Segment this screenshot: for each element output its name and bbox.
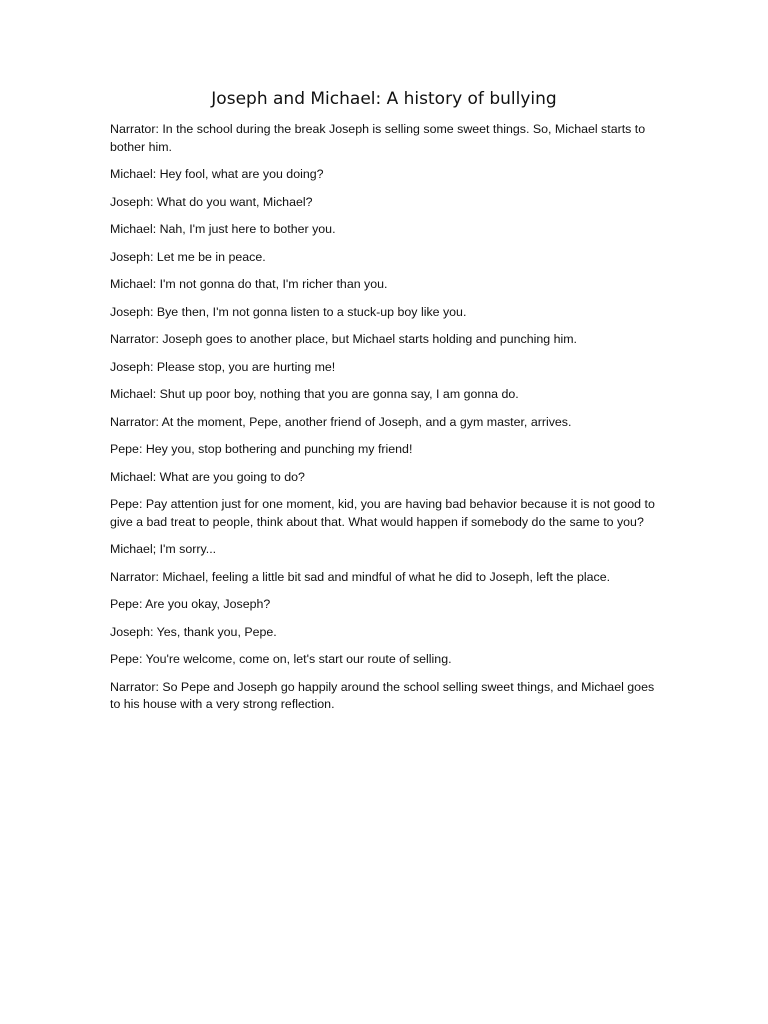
paragraph: Michael; I'm sorry... bbox=[110, 542, 217, 556]
paragraph: Pepe: You're welcome, come on, let's start our route of selling. bbox=[110, 652, 452, 666]
paragraph: Narrator: At the moment, Pepe, another friend of Joseph, and a gym master, arrives. bbox=[110, 414, 572, 429]
paragraph: Narrator: In the school during the break Joseph is selling some sweet things. So, Michael starts to bother him. bbox=[110, 122, 646, 154]
paragraph: Pepe: Hey you, stop bothering and punching my friend! bbox=[110, 442, 413, 456]
paragraph: Narrator: Michael, feeling a little bit sad and mindful of what he did to Joseph, left the place. bbox=[110, 569, 611, 584]
paragraph: Michael: What are you going to do? bbox=[110, 469, 305, 484]
paragraph: Joseph: Please stop, you are hurting me! bbox=[110, 359, 336, 374]
paragraph: Pepe: Are you okay, Joseph? bbox=[110, 597, 271, 611]
paragraph: Joseph: What do you want, Michael? bbox=[110, 194, 313, 209]
paragraph: Michael: Hey fool, what are you doing? bbox=[110, 167, 324, 181]
paragraph: Joseph: Bye then, I'm not gonna listen to a stuck-up boy like you. bbox=[110, 304, 467, 319]
document-title: Joseph and Michael: A history of bullying bbox=[211, 89, 557, 109]
paragraph: Narrator: Joseph goes to another place, but Michael starts holding and punching him. bbox=[110, 332, 577, 346]
paragraph: Michael: Nah, I'm just here to bother you. bbox=[110, 222, 336, 236]
paragraph: Pepe: Pay attention just for one moment, kid, you are having bad behavior because it is not good to give a bad treat to people, think about that. What would happen if somebody do the same to you? bbox=[110, 497, 655, 529]
paragraph: Michael: Shut up poor boy, nothing that you are gonna say, I am gonna do. bbox=[110, 387, 519, 401]
paragraph: Michael: I'm not gonna do that, I'm richer than you. bbox=[110, 277, 388, 291]
paragraph: Joseph: Let me be in peace. bbox=[110, 249, 266, 264]
document-body bbox=[110, 121, 658, 724]
paragraph: Narrator: So Pepe and Joseph go happily around the school selling sweet things, and Michael goes to his house with a very strong reflection. bbox=[110, 679, 655, 711]
paragraph: Joseph: Yes, thank you, Pepe. bbox=[110, 624, 277, 639]
